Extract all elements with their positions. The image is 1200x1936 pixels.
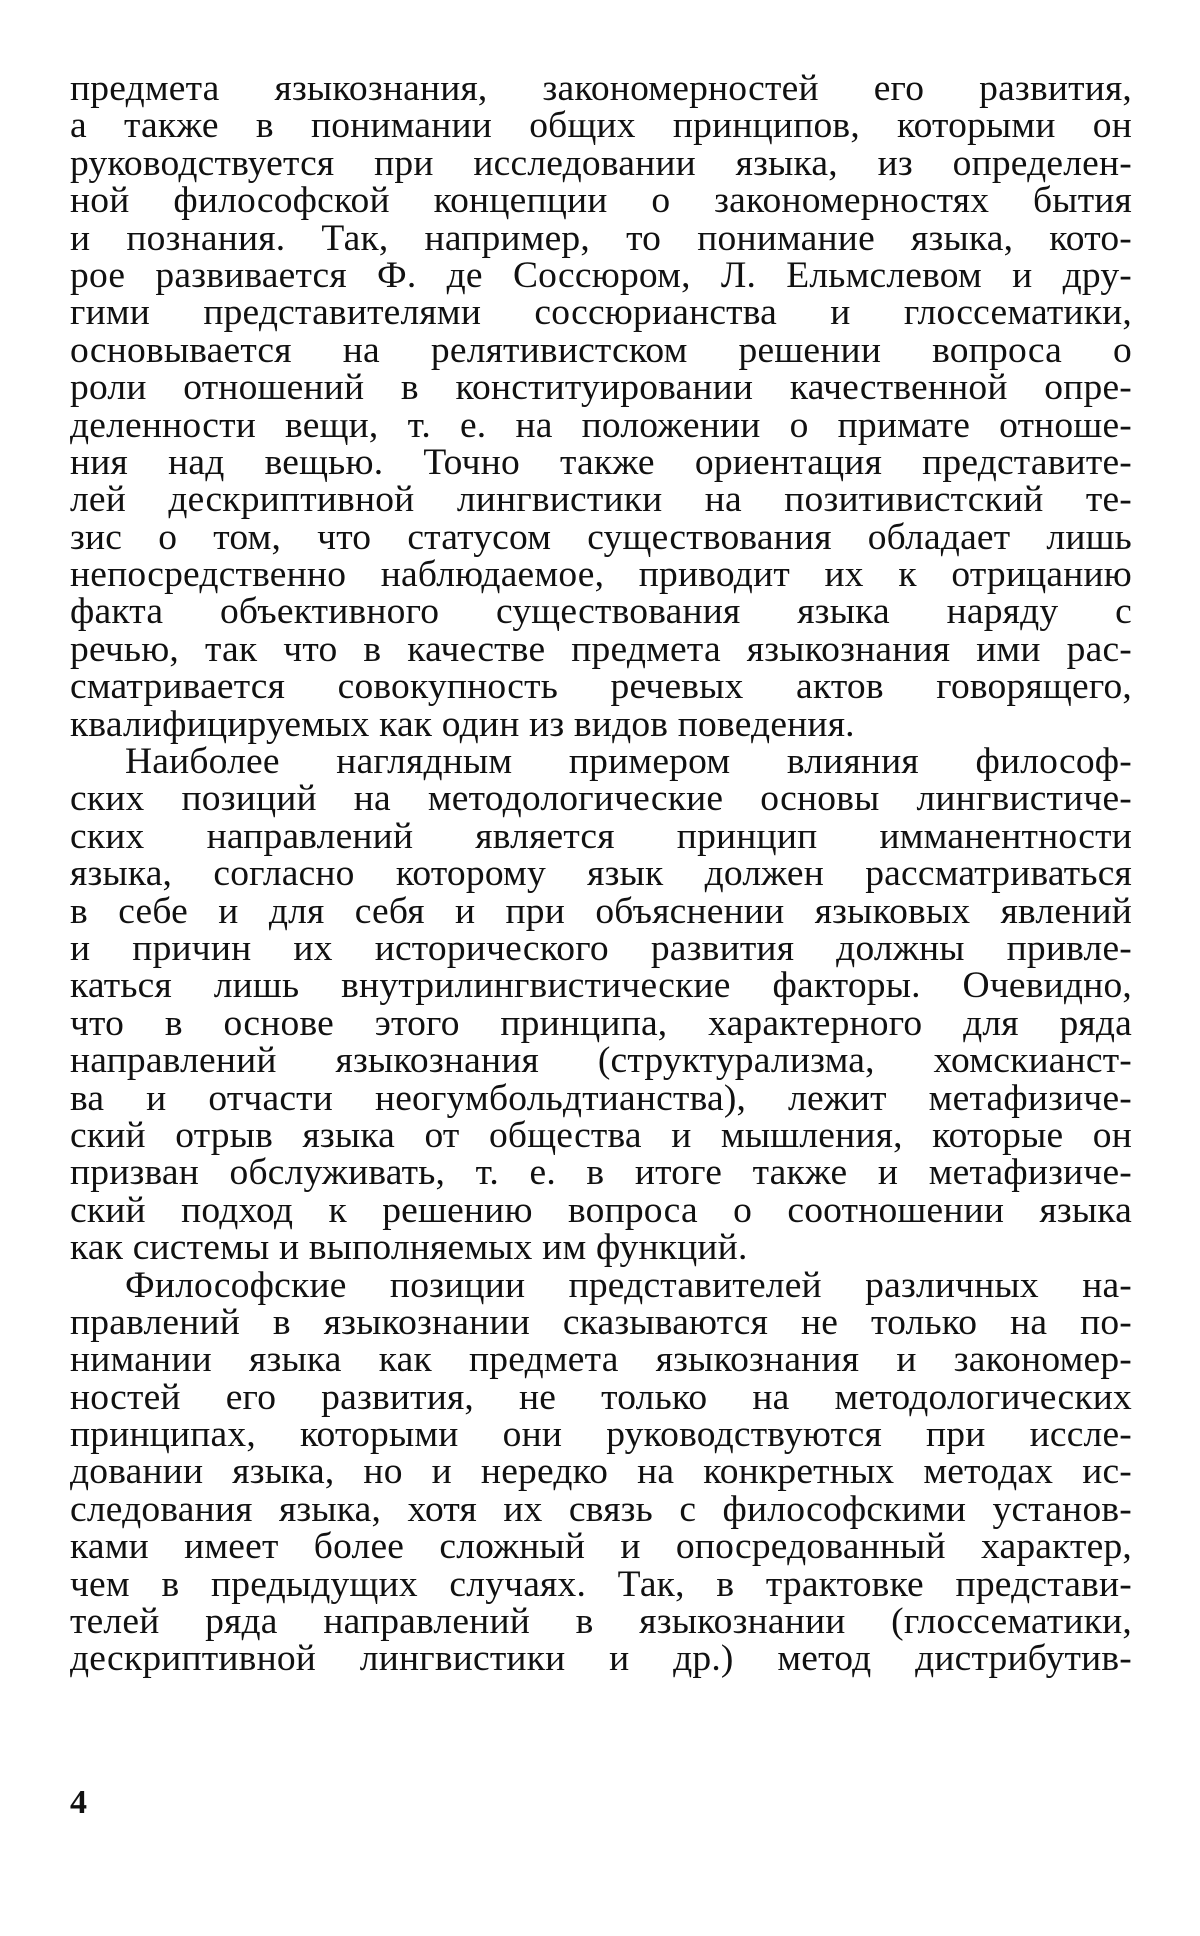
text-line: зис о том, что статусом существования обладает лишь — [70, 516, 1132, 558]
text-line: следования языка, хотя их связь с философскими установ- — [70, 1488, 1132, 1530]
text-line: и причин их исторического развития должны привле- — [70, 927, 1132, 969]
page-body — [70, 70, 1132, 1678]
text-line: факта объективного существования языка наряду с — [70, 591, 1132, 633]
text-line: направлений языкознания (структурализма, хомскианст- — [70, 1040, 1132, 1082]
text-line: ский подход к решению вопроса о соотношении языка — [70, 1189, 1132, 1231]
text-line: ной философской концепции о закономерностях бытия — [70, 180, 1132, 222]
text-line: гими представителями соссюрианства и глоссематики, — [70, 292, 1132, 334]
text-line: а также в понимании общих принципов, которыми он — [70, 105, 1132, 147]
text-line: рое развивается Ф. де Соссюром, Л. Ельмслевом и дру- — [70, 254, 1132, 296]
text-line: чем в предыдущих случаях. Так, в трактовке представи- — [70, 1563, 1132, 1605]
paragraph-2 — [70, 741, 1132, 1269]
paragraph-3 — [70, 1264, 1132, 1680]
text-line: и познания. Так, например, то понимание языка, кото- — [70, 217, 1132, 259]
text-line: ния над вещью. Точно также ориентация представите- — [70, 441, 1132, 483]
text-line: основывается на релятивистском решении вопроса о — [70, 329, 1132, 371]
text-line: ских позиций на методологические основы лингвистиче- — [70, 778, 1132, 820]
text-line: деленности вещи, т. е. на положении о примате отноше- — [70, 404, 1132, 446]
text-line: дескриптивной лингвистики и др.) метод дистрибутив- — [70, 1638, 1132, 1680]
text-line: лей дескриптивной лингвистики на позитивистский те- — [70, 479, 1132, 521]
text-line: в себе и для себя и при объяснении языковых явлений — [70, 890, 1132, 932]
page-number: 4 — [70, 1784, 87, 1821]
text-line: квалифицируемых как один из видов поведения. — [70, 703, 855, 745]
text-line: довании языка, но и нередко на конкретных методах ис- — [70, 1451, 1132, 1493]
text-line: что в основе этого принципа, характерного для ряда — [70, 1002, 1132, 1044]
text-line: языка, согласно которому язык должен рассматриваться — [70, 853, 1132, 895]
text-line: нимании языка как предмета языкознания и закономер- — [70, 1339, 1132, 1381]
text-line: роли отношений в конституировании качественной опре- — [70, 367, 1132, 409]
text-line: Философские позиции представителей различных на- — [125, 1264, 1132, 1306]
text-line: ками имеет более сложный и опосредованный характер, — [70, 1526, 1132, 1568]
text-line: непосредственно наблюдаемое, приводит их к отрицанию — [70, 554, 1132, 596]
text-line: ский отрыв языка от общества и мышления, которые он — [70, 1114, 1132, 1156]
text-line: как системы и выполняемых им функций. — [70, 1227, 748, 1269]
text-line: ностей его развития, не только на методологических — [70, 1376, 1132, 1418]
text-line: принципах, которыми они руководствуются при иссле- — [70, 1414, 1132, 1456]
text-line: сматривается совокупность речевых актов говорящего, — [70, 666, 1132, 708]
text-line: руководствуется при исследовании языка, из определен- — [70, 142, 1132, 184]
paragraph-1 — [70, 70, 1132, 743]
text-line: призван обслуживать, т. е. в итоге также и метафизиче- — [70, 1152, 1132, 1194]
text-line: Наиболее наглядным примером влияния философ- — [125, 741, 1132, 783]
text-line: предмета языкознания, закономерностей его развития, — [70, 68, 1132, 109]
text-line: речью, так что в качестве предмета языкознания ими рас- — [70, 628, 1132, 670]
text-line: каться лишь внутрилингвистические факторы. Очевидно, — [70, 965, 1132, 1007]
text-line: ских направлений является принцип имманентности — [70, 815, 1132, 857]
text-line: ва и отчасти неогумбольдтианства), лежит метафизиче- — [70, 1077, 1132, 1119]
text-line: правлений в языкознании сказываются не только на по- — [70, 1301, 1132, 1343]
text-line: телей ряда направлений в языкознании (глоссематики, — [70, 1601, 1132, 1643]
